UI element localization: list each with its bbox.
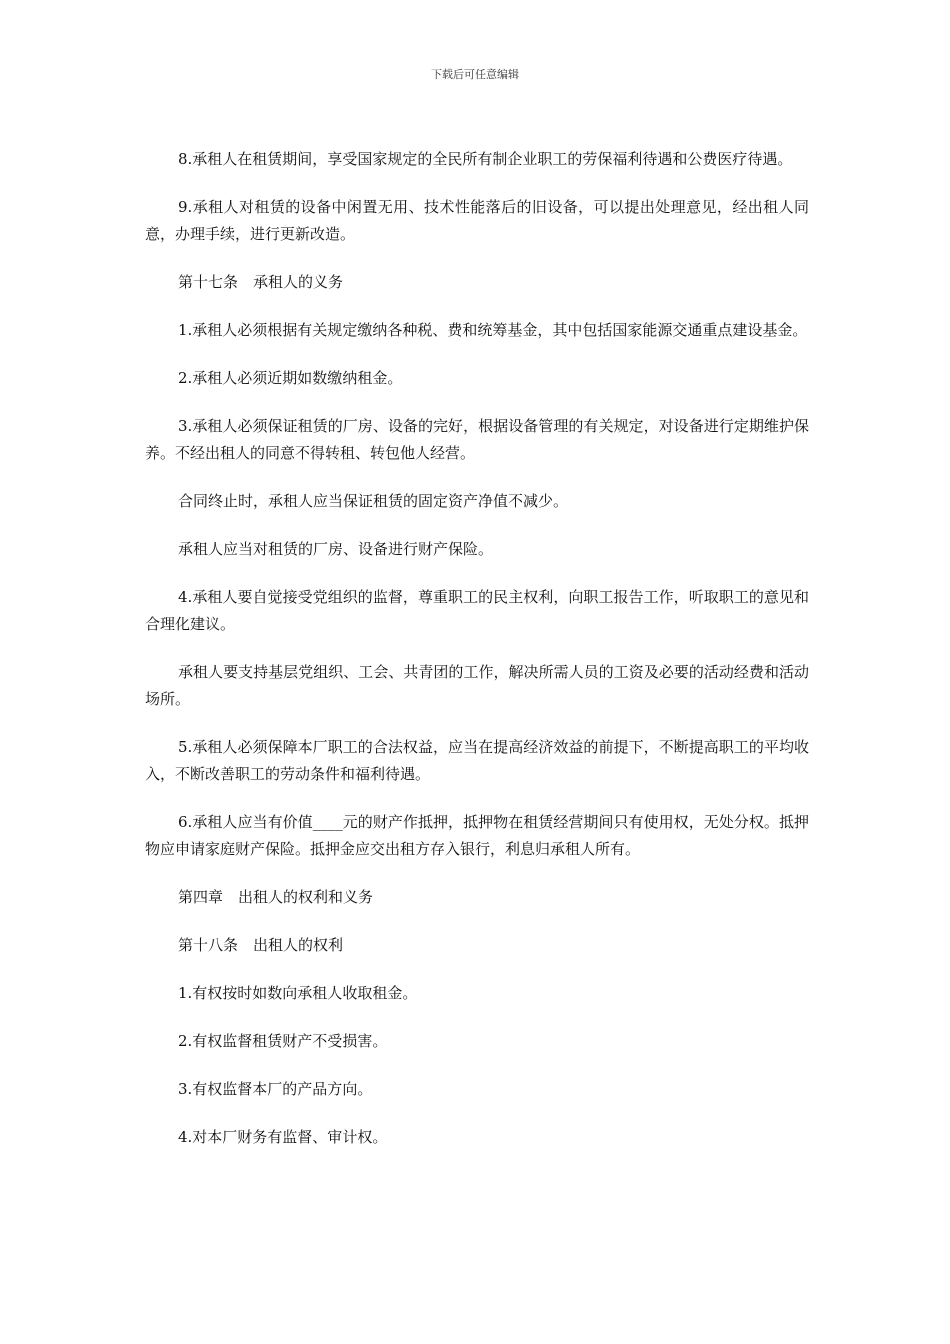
paragraph: 1.承租人必须根据有关规定缴纳各种税、费和统筹基金，其中包括国家能源交通重点建设基金。 — [178, 321, 808, 339]
paragraph: 承租人要支持基层党组织、工会、共青团的工作，解决所需人员的工资及必要的活动经费和活动场所。 — [145, 663, 809, 708]
paragraph: 承租人应当对租赁的厂房、设备进行财产保险。 — [178, 540, 494, 558]
section-heading: 第十八条 出租人的权利 — [178, 936, 344, 954]
paragraph: 2.承租人必须近期如数缴纳租金。 — [178, 369, 403, 387]
paragraph: 3.承租人必须保证租赁的厂房、设备的完好，根据设备管理的有关规定，对设备进行定期维护保养。不经出租人的同意不得转租、转包他人经营。 — [145, 417, 809, 462]
paragraph: 3.有权监督本厂的产品方向。 — [178, 1080, 373, 1098]
paragraph: 2.有权监督租赁财产不受损害。 — [178, 1032, 388, 1050]
paragraph: 8.承租人在租赁期间，享受国家规定的全民所有制企业职工的劳保福利待遇和公费医疗待遇。 — [178, 150, 793, 168]
paragraph: 合同终止时，承租人应当保证租赁的固定资产净值不减少。 — [178, 492, 569, 510]
section-heading: 第十七条 承租人的义务 — [178, 273, 344, 291]
paragraph: 9.承租人对租赁的设备中闲置无用、技术性能落后的旧设备，可以提出处理意见，经出租人同意，办理手续，进行更新改造。 — [145, 198, 809, 243]
document-body — [145, 146, 809, 1172]
paragraph: 1.有权按时如数向承租人收取租金。 — [178, 984, 418, 1002]
paragraph: 6.承租人应当有价值____元的财产作抵押，抵押物在租赁经营期间只有使用权，无处分权。抵押物应申请家庭财产保险。抵押金应交出租方存入银行，利息归承租人所有。 — [145, 813, 809, 858]
paragraph: 4.承租人要自觉接受党组织的监督，尊重职工的民主权利，向职工报告工作，听取职工的意见和合理化建议。 — [145, 588, 809, 633]
paragraph: 5.承租人必须保障本厂职工的合法权益，应当在提高经济效益的前提下，不断提高职工的平均收入，不断改善职工的劳动条件和福利待遇。 — [145, 738, 809, 783]
chapter-heading: 第四章 出租人的权利和义务 — [178, 888, 374, 906]
paragraph: 4.对本厂财务有监督、审计权。 — [178, 1128, 388, 1146]
page-header: 下载后可任意编辑 — [431, 68, 519, 81]
